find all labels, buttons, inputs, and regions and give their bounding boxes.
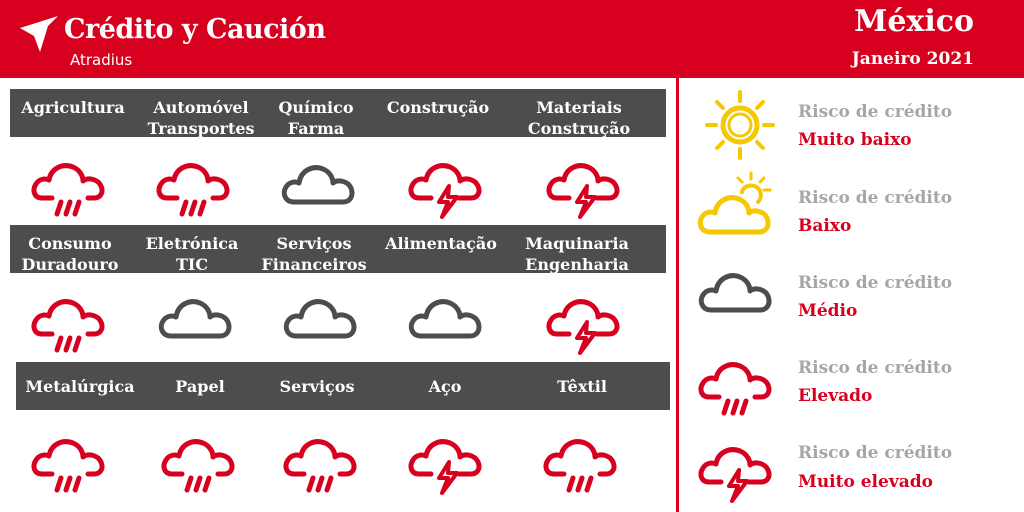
sector-label: Eletrónica TIC — [145, 234, 239, 274]
cloud-rain-icon — [542, 422, 622, 497]
cloud-lightning-icon — [545, 282, 625, 357]
cloud-rain-icon — [282, 422, 362, 497]
sector-label: Químico Farma — [278, 98, 354, 138]
sector-label: Metalúrgica — [25, 377, 135, 396]
cloud-lightning-icon — [545, 146, 625, 221]
cloud-lightning-icon — [407, 422, 487, 497]
legend-level: Médio — [798, 301, 858, 321]
sector-label: Construção — [386, 98, 490, 117]
cloud-rain-icon — [160, 422, 240, 497]
sector-label: Papel — [175, 377, 225, 396]
legend-title: Risco de crédito — [798, 273, 953, 293]
sector-label: Materiais Construção — [527, 98, 631, 138]
header-banner — [0, 0, 1024, 78]
legend-title: Risco de crédito — [798, 358, 953, 378]
vertical-divider — [676, 78, 679, 512]
cloud-icon — [282, 280, 362, 355]
legend-level: Muito elevado — [798, 472, 933, 492]
sun-icon — [700, 88, 780, 163]
sector-label: Aço — [428, 377, 462, 396]
brand-subtitle: Atradius — [70, 51, 133, 69]
legend-level: Muito baixo — [798, 130, 912, 150]
legend-title: Risco de crédito — [798, 188, 953, 208]
cloud-icon — [407, 280, 487, 355]
cloud-lightning-icon — [697, 430, 777, 505]
legend-title: Risco de crédito — [798, 102, 953, 122]
legend-title: Risco de crédito — [798, 443, 953, 463]
cloud-rain-icon — [155, 146, 235, 221]
cloud-icon — [157, 280, 237, 355]
sector-label: Têxtil — [557, 377, 607, 396]
sun-cloud-icon — [696, 170, 776, 245]
cloud-rain-icon — [30, 422, 110, 497]
report-date: Janeiro 2021 — [851, 49, 974, 69]
cloud-lightning-icon — [407, 146, 487, 221]
sector-label: Maquinaria Engenharia — [525, 234, 629, 274]
sector-label: Serviços Financeiros — [261, 234, 367, 274]
country-title: México — [854, 4, 974, 39]
sector-label: Alimentação — [385, 234, 497, 253]
cloud-icon — [280, 146, 360, 221]
sector-label: Agricultura — [21, 98, 125, 117]
legend-level: Baixo — [798, 216, 852, 236]
cloud-icon — [697, 254, 777, 329]
brand-name: Crédito y Caución — [64, 14, 326, 45]
sector-label: Consumo Duradouro — [21, 234, 119, 274]
cloud-rain-icon — [30, 282, 110, 357]
legend-level: Elevado — [798, 386, 873, 406]
cloud-rain-icon — [697, 345, 777, 420]
cloud-rain-icon — [30, 146, 110, 221]
sector-label: Automóvel Transportes — [147, 98, 255, 138]
brand-logo-icon — [18, 14, 62, 54]
sector-label: Serviços — [279, 377, 355, 396]
